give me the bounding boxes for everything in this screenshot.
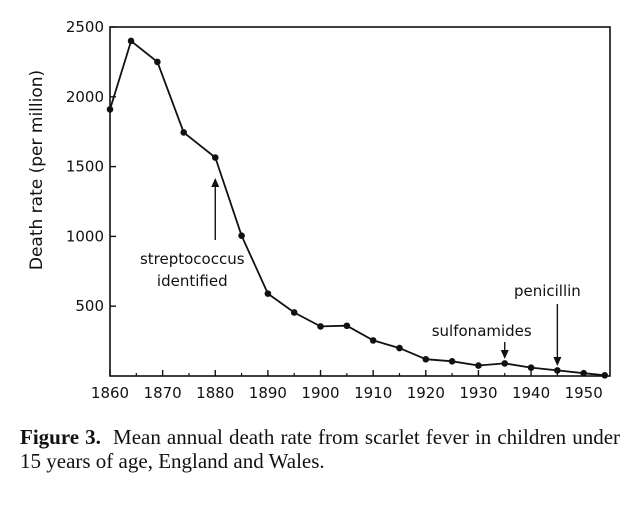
x-tick-label: 1910 xyxy=(354,384,393,402)
x-tick-label: 1880 xyxy=(196,384,235,402)
y-tick-label: 2500 xyxy=(65,18,104,36)
data-point xyxy=(601,372,608,379)
y-axis-ticks xyxy=(66,18,116,315)
data-point xyxy=(501,360,508,367)
figure-caption xyxy=(20,425,620,473)
x-tick-label: 1950 xyxy=(564,384,603,402)
x-tick-label: 1860 xyxy=(90,384,130,402)
data-point xyxy=(528,364,535,371)
y-tick-label: 500 xyxy=(75,297,104,316)
annotations xyxy=(140,178,581,366)
data-point xyxy=(396,345,403,352)
y-tick-label: 1000 xyxy=(65,227,104,246)
data-point xyxy=(107,106,114,113)
x-axis-ticks xyxy=(91,370,603,402)
data-point xyxy=(370,337,377,344)
x-tick-label: 1940 xyxy=(511,384,551,402)
data-point xyxy=(238,232,245,239)
figure-label: Figure 3. xyxy=(20,425,101,449)
plot-frame xyxy=(110,27,610,376)
data-point xyxy=(212,154,219,161)
data-point xyxy=(317,323,324,330)
x-tick-label: 1900 xyxy=(301,384,340,402)
data-point xyxy=(180,129,187,136)
x-tick-label: 1920 xyxy=(406,384,445,402)
x-tick-label: 1890 xyxy=(248,384,287,402)
arrowhead xyxy=(501,350,509,359)
data-point xyxy=(128,38,135,45)
sulfonamides-label: sulfonamides xyxy=(431,322,532,340)
streptococcus-label: streptococcus xyxy=(139,250,245,268)
data-point xyxy=(554,367,561,374)
y-tick-label: 1500 xyxy=(65,157,104,176)
data-point xyxy=(475,362,482,369)
data-point xyxy=(449,358,456,365)
streptococcus-label: identified xyxy=(156,272,228,290)
penicillin-label: penicillin xyxy=(513,282,581,300)
arrowhead xyxy=(211,178,219,187)
data-point xyxy=(344,322,351,329)
data-point xyxy=(265,290,272,297)
data-point xyxy=(422,356,429,363)
y-axis-label: Death rate (per million) xyxy=(27,69,47,271)
figure-caption-text: Mean annual death rate from scarlet fever in children under 15 years of age, England and Wales. xyxy=(20,425,621,473)
x-tick-label: 1930 xyxy=(459,384,498,402)
data-point xyxy=(154,59,161,66)
arrowhead xyxy=(553,357,561,366)
data-point xyxy=(291,309,298,316)
y-tick-label: 2000 xyxy=(65,87,104,106)
data-point xyxy=(580,370,587,377)
data-points xyxy=(107,38,608,379)
x-tick-label: 1870 xyxy=(143,384,182,402)
